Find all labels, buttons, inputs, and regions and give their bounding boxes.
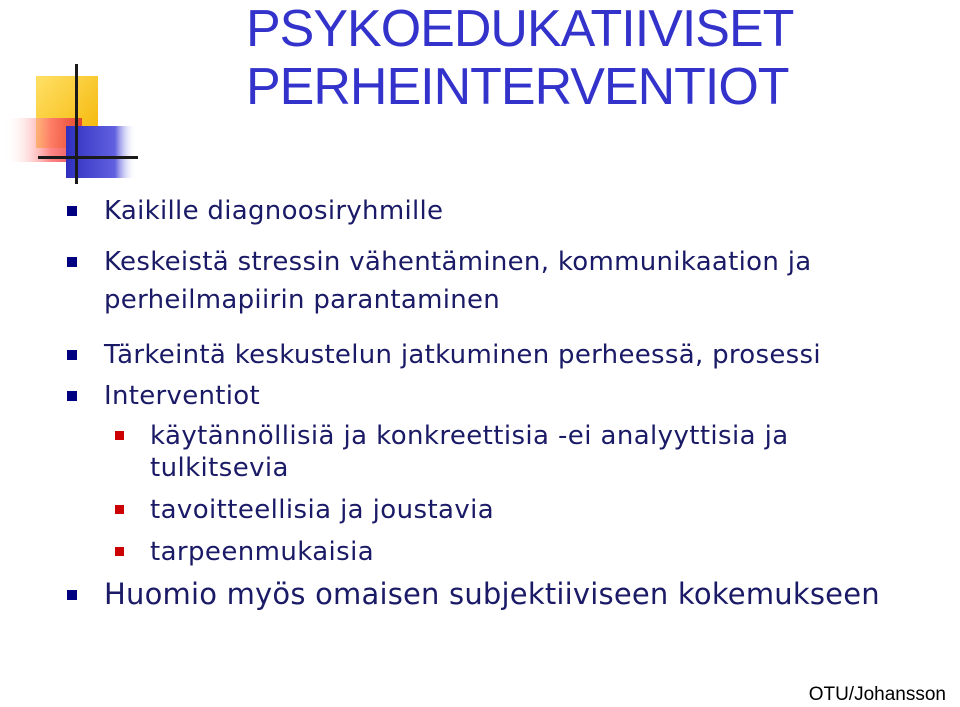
bullet-text: Interventiot (104, 381, 261, 411)
sub-bullet-item (150, 494, 494, 526)
bullet-text: tavoitteellisia ja joustavia (150, 495, 495, 525)
bullet-item (104, 243, 924, 319)
title-line-1: PSYKOEDUKATIIVISET (246, 0, 794, 58)
square-bullet-icon (67, 350, 77, 360)
bullet-item (104, 377, 260, 415)
bullet-item (104, 575, 880, 613)
bullet-text: Kaikille diagnoosiryhmille (104, 196, 444, 226)
square-bullet-icon (115, 547, 124, 556)
square-bullet-icon (67, 391, 77, 401)
title-line-2: PERHEINTERVENTIOT (246, 58, 789, 116)
bullet-text: tarpeenmukaisia (150, 537, 375, 567)
bullet-text: Huomio myös omaisen subjektiiviseen kokemukseen (104, 577, 880, 611)
bullet-item (104, 336, 821, 374)
bullet-text: Tärkeintä keskustelun jatkuminen perheessä, prosessi (104, 340, 821, 370)
sub-bullet-item (150, 420, 920, 484)
square-bullet-icon (67, 257, 77, 267)
square-bullet-icon (115, 431, 124, 440)
bullet-text: Keskeistä stressin vähentäminen, kommunikaation ja perheilmapiirin parantaminen (104, 247, 812, 315)
footer-credit: OTU/Johansson (808, 684, 946, 705)
bullet-item (104, 192, 443, 230)
square-bullet-icon (67, 206, 77, 216)
square-bullet-icon (115, 505, 124, 514)
square-bullet-icon (67, 590, 77, 600)
sub-bullet-item (150, 536, 374, 568)
bullet-text: käytännöllisiä ja konkreettisia -ei analyyttisia ja tulkitsevia (150, 421, 789, 483)
